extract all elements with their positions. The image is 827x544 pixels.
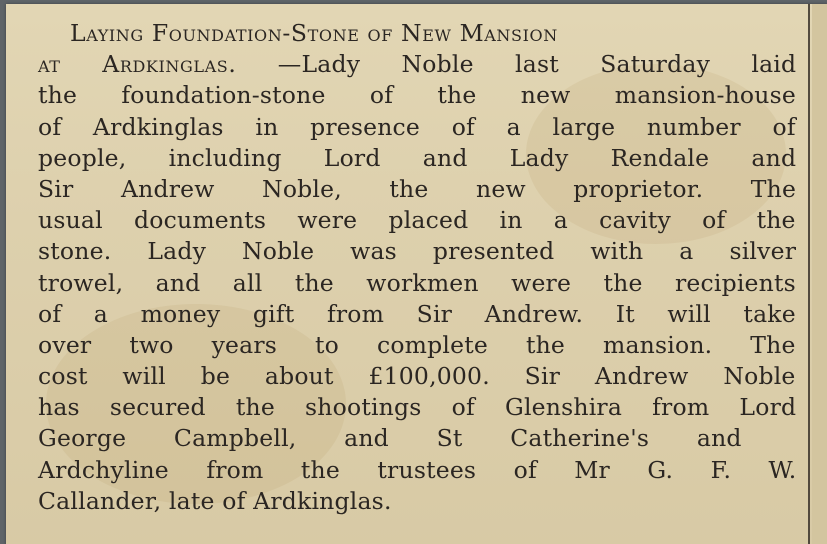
- text-line: [38, 268, 796, 299]
- text-line-11: cost will be about £100,000. Sir Andrew Noble: [38, 362, 796, 391]
- text-line: [38, 361, 796, 392]
- text-line: [38, 205, 796, 236]
- article-heading: [38, 18, 796, 49]
- text-line-3: of Ardkinglas in presence of a large number of: [38, 112, 796, 141]
- newspaper-clipping: [6, 4, 827, 544]
- text-line: [38, 143, 796, 174]
- text-line-10: over two years to complete the mansion. The: [38, 330, 796, 359]
- text-line: [38, 299, 796, 330]
- text-line-5: Sir Andrew Noble, the new proprietor. The: [38, 174, 797, 203]
- text-line: [38, 236, 796, 267]
- text-line-9: of a money gift from Sir Andrew. It will take: [38, 299, 796, 328]
- text-line: [38, 174, 796, 205]
- text-line-6: usual documents were placed in a cavity of the: [38, 206, 796, 235]
- text-line-14: Ardchyline from the trustees of Mr G. F. W.: [38, 455, 797, 484]
- heading-line-2: [38, 49, 796, 80]
- article-body: [38, 18, 796, 517]
- heading-line-1: Laying Foundation-Stone of New Mansion: [70, 19, 558, 47]
- text-line-4: people, including Lord and Lady Rendale and: [38, 143, 797, 172]
- adjacent-column-strip: [812, 4, 827, 544]
- text-line: [38, 330, 796, 361]
- column-rule: [808, 4, 810, 544]
- heading-line-2-title: at Ardkinglas.: [38, 50, 237, 79]
- text-line-13: George Campbell, and St Catherine's and: [38, 424, 742, 453]
- text-line: [38, 455, 796, 486]
- text-line-8: trowel, and all the workmen were the recipients: [38, 268, 796, 297]
- text-line: [38, 80, 796, 111]
- text-line-15: Callander, late of Ardkinglas.: [38, 486, 392, 515]
- text-line: [38, 392, 796, 423]
- text-line: [38, 486, 796, 517]
- text-line-12: has secured the shootings of Glenshira from Lord: [38, 393, 797, 422]
- text-line: [38, 112, 796, 143]
- text-line: [38, 423, 796, 454]
- text-line-7: stone. Lady Noble was presented with a silver: [38, 237, 797, 266]
- text-line-2: the foundation-stone of the new mansion-house: [38, 81, 796, 110]
- text-line-1: —Lady Noble last Saturday laid: [236, 50, 797, 79]
- text-line: [38, 49, 796, 80]
